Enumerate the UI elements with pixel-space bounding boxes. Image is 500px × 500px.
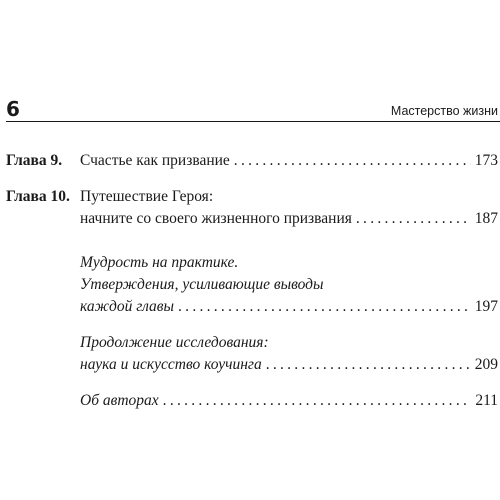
- toc-chapter-label: Глава 9.: [6, 152, 63, 169]
- toc-page-number: 209: [474, 356, 498, 373]
- toc-entry-title-line: наука и искусство коучинга: [80, 356, 262, 373]
- table-of-contents: [6, 150, 498, 412]
- toc-chapter-label: Глава 10.: [6, 188, 70, 205]
- toc-entry-title: Об авторах: [80, 392, 159, 409]
- toc-entry-line: [80, 354, 498, 376]
- header-rule: [6, 121, 500, 122]
- toc-entry-line: [6, 186, 498, 208]
- toc-entry-continuing-research[interactable]: [6, 332, 498, 376]
- toc-page-number: 173: [474, 152, 498, 169]
- toc-entry-line: [80, 150, 498, 172]
- toc-leader-dots: [234, 150, 471, 172]
- toc-entry-title-line: Утверждения, усиливающие выводы: [80, 276, 324, 293]
- running-header: [6, 97, 500, 121]
- toc-page-number: 211: [475, 392, 498, 409]
- toc-entry-chapter-10[interactable]: [6, 186, 498, 230]
- toc-entry-line: [6, 274, 498, 296]
- toc-entry-line: [6, 332, 498, 354]
- toc-entry-line: [80, 296, 498, 318]
- toc-leader-dots: [356, 208, 471, 230]
- running-title: Мастерство жизни: [390, 104, 498, 118]
- toc-entry-title-line: Путешествие Героя:: [80, 188, 214, 205]
- toc-entry-title-line: Продолжение исследования:: [80, 334, 269, 351]
- toc-leader-dots: [178, 296, 471, 318]
- toc-entry-about-authors[interactable]: [6, 390, 498, 412]
- toc-entry-chapter-9[interactable]: [6, 150, 498, 172]
- toc-page-number: 197: [474, 298, 498, 315]
- toc-entry-title-line: каждой главы: [80, 298, 175, 315]
- toc-entry-line: [6, 252, 498, 274]
- toc-entry-line: [80, 208, 498, 230]
- toc-leader-dots: [266, 354, 471, 376]
- toc-entry-title-line: начните со своего жизненного призвания: [80, 210, 352, 227]
- page-number: 6: [6, 97, 20, 121]
- toc-entry-title-line: Мудрость на практике.: [80, 254, 239, 271]
- toc-page-number: 187: [474, 210, 498, 227]
- toc-entry-wisdom-in-practice[interactable]: [6, 252, 498, 318]
- toc-leader-dots: [163, 390, 472, 412]
- toc-entry-line: [80, 390, 498, 412]
- toc-entry-title: Счастье как призвание: [80, 152, 230, 169]
